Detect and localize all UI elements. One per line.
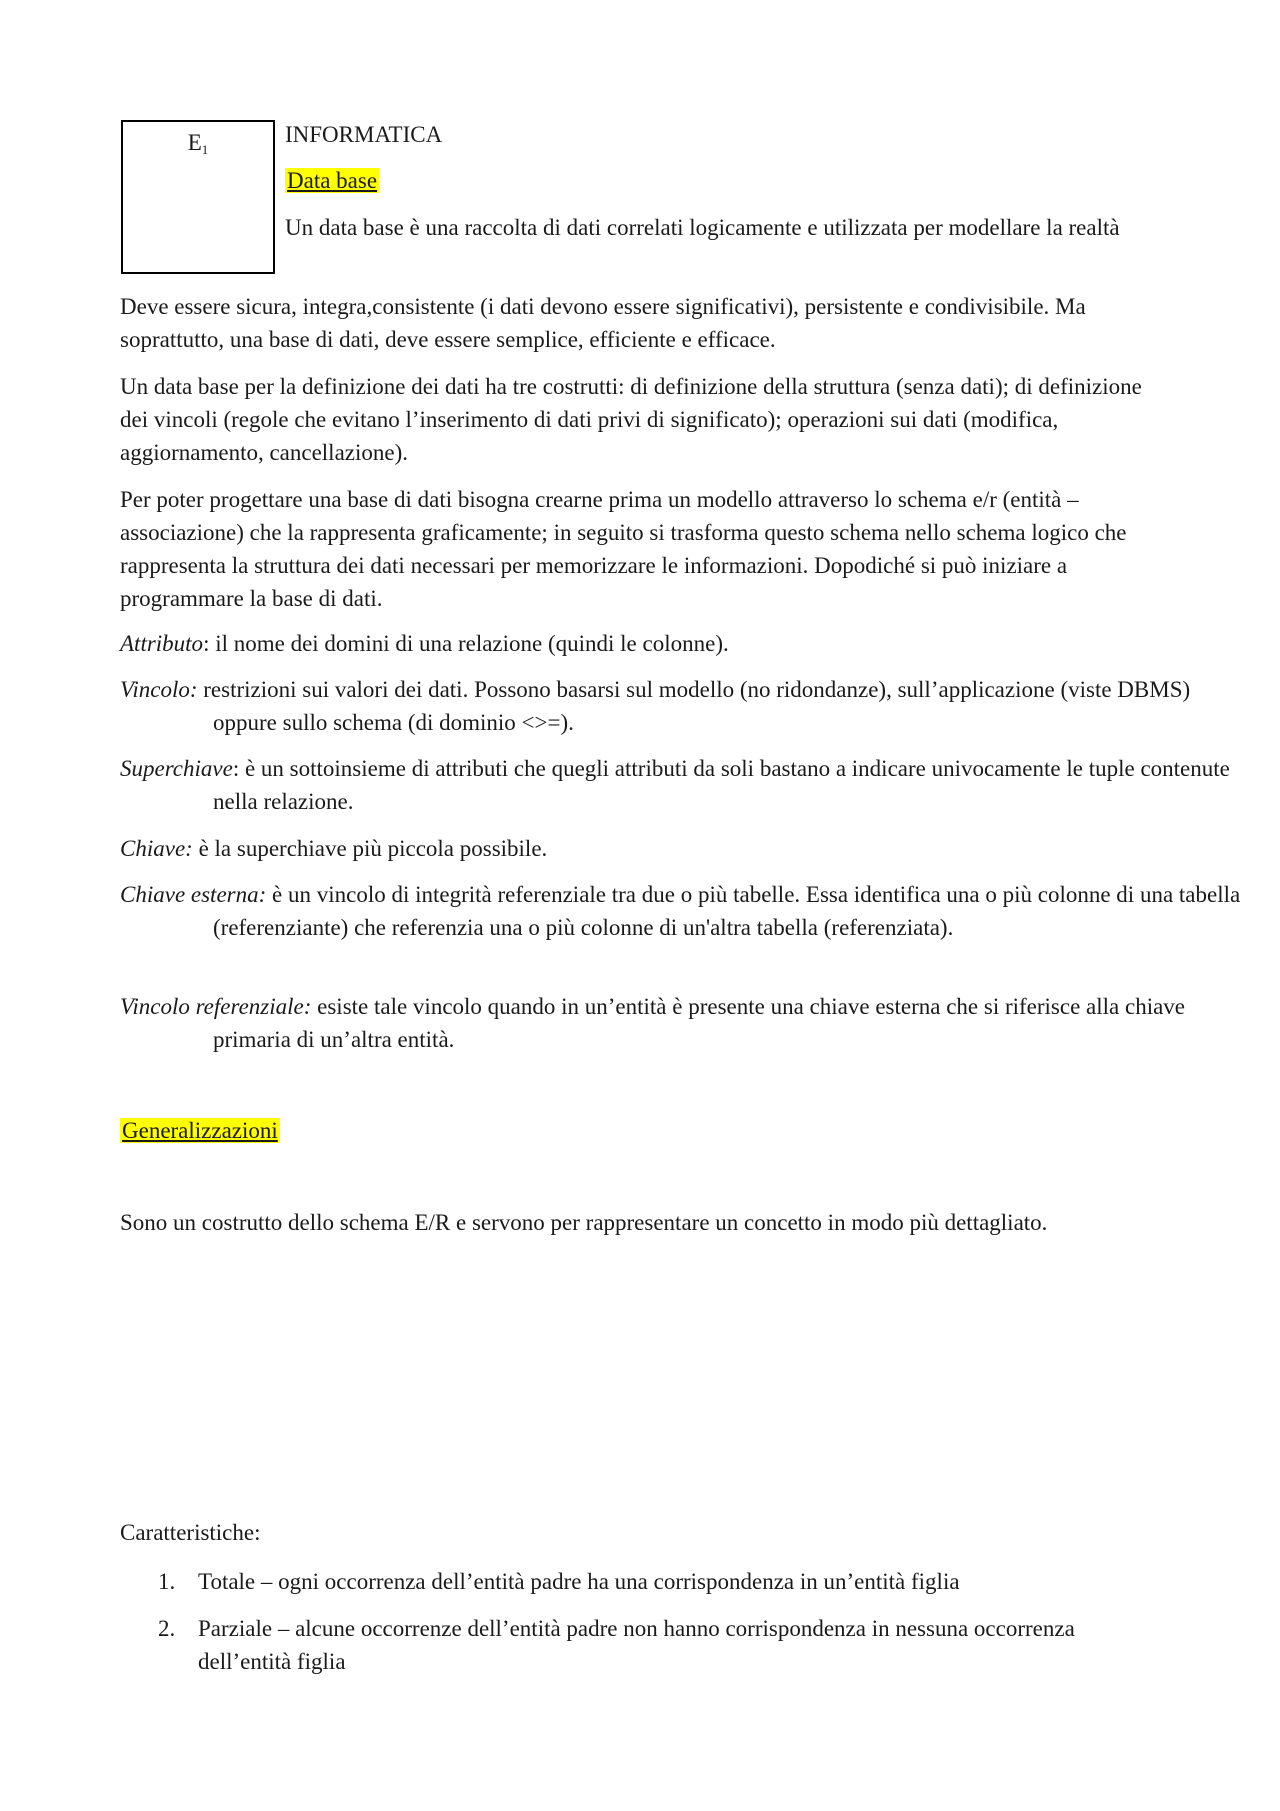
definition-term: Chiave: (120, 836, 193, 861)
list-item-number: 2. (158, 1616, 176, 1641)
entity-subscript: 1 (201, 142, 209, 157)
definition-term: Attributo (120, 631, 204, 656)
paragraph-3: Per poter progettare una base di dati bisogna crearne prima un modello attraverso lo schema e/r (entità – associazione) che la rappresenta graficamente; in seguito si trasforma questo schema nello schema logico che rappresenta la struttura dei dati necessari per memorizzare le informazioni. Dopodiché si può iniziare a programmare la base di dati. (120, 487, 1127, 611)
definition-vincolo (120, 673, 1258, 739)
data-base-heading-text: Data base (287, 168, 378, 193)
definition-text: : è un sottoinsieme di attributi che quegli attributi da soli bastano a indicare univocamente le tuple contenute nella relazione. (213, 756, 1230, 814)
document-title: INFORMATICA (285, 122, 443, 147)
definition-text: è la superchiave più piccola possibile. (192, 836, 548, 861)
definition-term: Vincolo: (120, 677, 198, 702)
generalizzazioni-heading-text: Generalizzazioni (122, 1118, 278, 1143)
definition-text: esiste tale vincolo quando in un’entità è presente una chiave esterna che si riferisce alla chiave primaria di un’altra entità. (213, 994, 1186, 1052)
definition-text: è un vincolo di integrità referenziale tra due o più tabelle. Essa identifica una o più colonne di una tabella (referenziante) che referenzia una o più colonne di un'altra tabella (referenziata). (213, 882, 1241, 940)
caratteristiche-heading: Caratteristiche: (120, 1520, 261, 1545)
entity-letter: E (187, 130, 202, 155)
section-heading-generalizzazioni (120, 1114, 280, 1147)
entity-diagram-box (121, 120, 275, 274)
definition-text: restrizioni sui valori dei dati. Possono basarsi sul modello (no ridondanze), sull’applicazione (viste DBMS) oppure sullo schema (di dominio <>=). (197, 677, 1191, 735)
definition-term: Superchiave (120, 756, 233, 781)
definition-vincolo-referenziale (120, 990, 1258, 1056)
definition-term: Vincolo referenziale: (120, 994, 312, 1019)
definition-chiave (120, 832, 1258, 865)
entity-label (123, 128, 273, 165)
definition-attributo (120, 627, 1258, 660)
definition-term: Chiave esterna: (120, 882, 267, 907)
list-item-number: 1. (158, 1569, 176, 1594)
section-heading-data-base (285, 164, 379, 197)
paragraph-1: Deve essere sicura, integra,consistente (i dati devono essere significativi), persistente e condivisibile. Ma soprattutto, una base di dati, deve essere semplice, efficiente e efficace. (120, 294, 1086, 352)
definition-chiave-esterna (120, 878, 1258, 944)
paragraph-2: Un data base per la definizione dei dati ha tre costrutti: di definizione della struttura (senza dati); di definizione dei vincoli (regole che evitano l’inserimento di dati privi di significato); operazioni sui dati (modifica, aggiornamento, cancellazione). (120, 374, 1142, 465)
definition-text: : il nome dei domini di una relazione (quindi le colonne). (203, 631, 729, 656)
list-item: Totale – ogni occorrenza dell’entità padre ha una corrispondenza in un’entità figlia (198, 1569, 960, 1594)
list-item: Parziale – alcune occorrenze dell’entità padre non hanno corrispondenza in nessuna occorrenza dell’entità figlia (198, 1616, 1075, 1674)
definition-superchiave (120, 752, 1258, 818)
intro-paragraph: Un data base è una raccolta di dati correlati logicamente e utilizzata per modellare la realtà (285, 215, 1120, 240)
generalizzazioni-paragraph: Sono un costrutto dello schema E/R e servono per rappresentare un concetto in modo più dettagliato. (120, 1210, 1048, 1235)
